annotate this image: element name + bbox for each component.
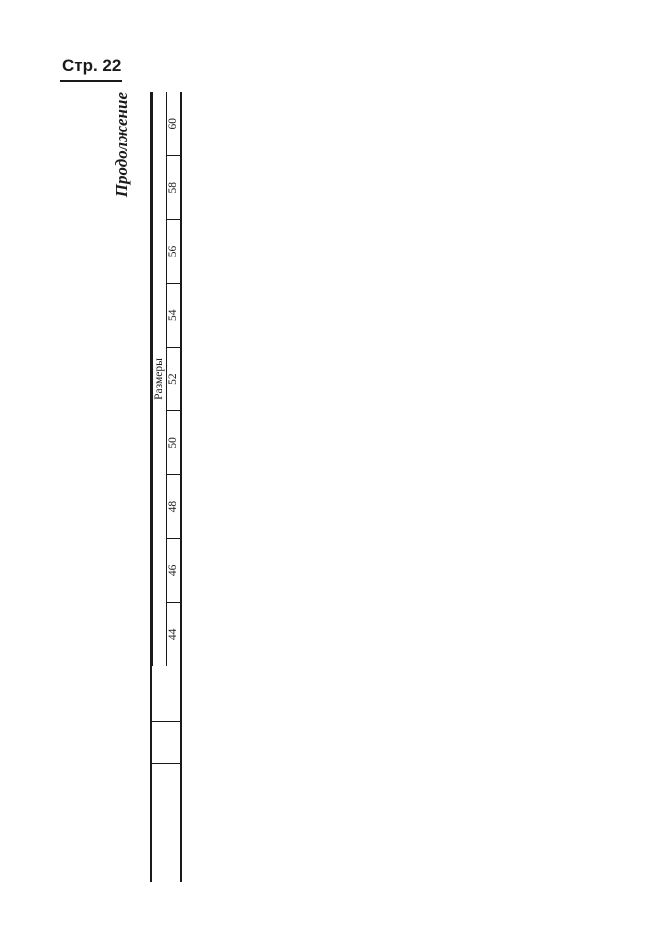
header-sizes: Размеры — [153, 92, 167, 666]
construction-lines-table — [150, 92, 182, 882]
page-number-rule — [60, 80, 122, 82]
header-side — [151, 722, 181, 764]
size-header-8: 60 — [167, 92, 182, 156]
header-length — [151, 666, 181, 722]
size-header-3: 50 — [167, 411, 182, 475]
page-number: Стр. 22 — [62, 56, 122, 75]
size-header-0: 44 — [167, 602, 182, 666]
size-header-7: 58 — [167, 156, 182, 220]
size-header-6: 56 — [167, 220, 182, 284]
continuation-label: Продолжение — [112, 92, 131, 198]
size-header-1: 46 — [167, 538, 182, 602]
size-header-2: 48 — [167, 475, 182, 539]
size-header-4: 52 — [167, 347, 182, 411]
header-designation — [151, 764, 181, 882]
rotated-sheet — [112, 92, 632, 882]
size-header-5: 54 — [167, 283, 182, 347]
